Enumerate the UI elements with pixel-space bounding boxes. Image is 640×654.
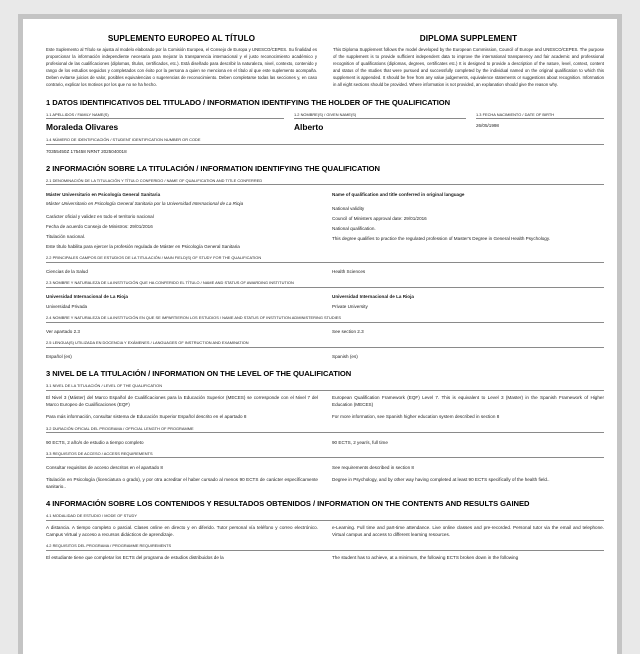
document-body (28, 24, 622, 654)
intro-spanish (46, 34, 317, 89)
section-1-names-row (46, 112, 604, 133)
given-name-value: Alberto (294, 122, 324, 133)
qualification-note-en-2: Council of Ministers approval date: 29/01/2016 (332, 216, 427, 222)
qualification-name-en: Name of qualification and title conferred in original language (332, 191, 465, 197)
intro-section (46, 34, 604, 89)
student-id-field (46, 137, 604, 155)
date-of-birth-value: 26/05/1998 (476, 123, 499, 129)
section-3-heading: 3 NIVEL DE LA TITULACIÓN / INFORMATION ON THE LEVEL OF THE QUALIFICATION (46, 369, 352, 379)
intro-body-spanish: Este Suplemento al Título se ajusta al modelo elaborado por la Comisión Europea, el Consejo de Europa y UNESCO/CEPES. Su finalidad es proporcionar la información independiente necesaria para mejorar la transparencia internacional y el justo reconocimiento académico y profesional de las cualificaciones (diplomas, títulos, certificados, etc.). Está diseñado para describir la naturaleza, nivel, contexto, contenido y rango de los estudios seguidos y completados con éxito por la persona a quien se menciona en el título al que este suplemento acompaña. Deben evitarse juicios de valor, posibles equivalencias o sugerencias de reconocimiento. Deben completarse todas las secciones y, en caso contrario, explicar los motivos por los que no se ha hecho. (46, 47, 317, 87)
family-name-field (46, 112, 284, 133)
field-2-2-row (46, 266, 604, 276)
student-id-label: 1.4 NÚMERO DE IDENTIFICACIÓN / STUDENT IDENTIFICATION NUMBER OR CODE (46, 137, 604, 145)
field-4-1-label: 4.1 MODALIDAD DE ESTUDIO / MODE OF STUDY (46, 513, 604, 521)
field-2-1-english (332, 188, 604, 250)
field-3-3-row (46, 461, 604, 471)
field-3-1-english: European Qualification Framework (EQF) Level 7. This is equivalent to Level 3 (Master) in the Spanish Framework of Higher Education (MECES) (332, 394, 604, 408)
field-2-5-english: Spanish (es) (332, 354, 358, 360)
field-3-1-row (46, 394, 604, 409)
date-of-birth-field (476, 112, 604, 133)
field-4-1 (46, 513, 604, 538)
field-4-2 (46, 543, 604, 561)
date-of-birth-label: 1.3 FECHA NACIMIENTO / DATE OF BIRTH (476, 112, 604, 120)
qualification-note-en-1: National validity (332, 206, 365, 212)
given-name-label: 1.2 NOMBRE(S) / GIVEN NAME(S) (294, 112, 466, 120)
section-4-heading: 4 INFORMACIÓN SOBRE LOS CONTENIDOS Y RESULTADOS OBTENIDOS / INFORMATION ON THE CONTENTS AND RESULTS GAINED (46, 499, 530, 509)
section-2-heading: 2 INFORMACIÓN SOBRE LA TITULACIÓN / INFORMATION IDENTIFYING THE QUALIFICATION (46, 163, 380, 173)
awarding-institution-status-es: Universidad Privada (46, 304, 88, 310)
given-name-field (294, 112, 466, 133)
qualification-full-es: Máster Universitario en Psicología General Sanitaria por la Universidad Internacional de La Rioja (46, 201, 244, 207)
awarding-institution-es: Universidad Internacional de La Rioja (46, 294, 128, 300)
field-4-2-spanish: El estudiante tiene que completar los ECTS del programa de estudios distribuidos de la (46, 554, 224, 560)
field-4-2-label: 4.2 REQUISITOS DEL PROGRAMA / PROGRAMME REQUIREMENTS (46, 543, 604, 551)
field-2-3-row (46, 291, 604, 310)
intro-title-english: DIPLOMA SUPPLEMENT (419, 34, 518, 43)
qualification-note-es-1: Carácter oficial y validez en todo el territorio nacional (46, 214, 154, 220)
field-3-2-label: 3.2 DURACIÓN OFICIAL DEL PROGRAMA / OFFICIAL LENGTH OF PROGRAMME (46, 426, 604, 434)
field-2-1-label: 2.1 DENOMINACIÓN DE LA TITULACIÓN Y TÍTULO CONFERIDO / NAME OF QUALIFICATION AND TITLE CONFERRED (46, 178, 604, 186)
field-3-2-spanish: 90 ECTS, 2 año/s de estudio a tiempo completo (46, 439, 144, 445)
field-2-3-english (332, 291, 604, 310)
field-2-4-spanish: Ver apartado 2.3 (46, 329, 80, 335)
field-2-3-label: 2.3 NOMBRE Y NATURALEZA DE LA INSTITUCIÓN QUE HA CONFERIDO EL TÍTULO / NAME AND STATUS OF AWARDING INSTITUTION (46, 280, 604, 288)
field-2-2-spanish: Ciencias de la Salud (46, 269, 88, 275)
field-3-1-spanish: El Nivel 3 (Máster) del Marco Español de Cualificaciones para la Educación Superior (MECES) se corresponde con el Nivel 7 del Marco Europeo de Cualificaciones (EQF) (46, 394, 318, 408)
field-2-3 (46, 280, 604, 310)
field-2-1-row (46, 188, 604, 250)
family-name-label: 1.1 APELLIDOS / FAMILY NAME(S) (46, 112, 284, 120)
field-3-1-label: 3.1 NIVEL DE LA TITULACIÓN / LEVEL OF THE QUALIFICATION (46, 383, 604, 391)
field-3-1-english-2: For more information, see Spanish higher education system described in section 8 (332, 414, 500, 420)
field-2-5 (46, 340, 604, 360)
field-2-3-spanish (46, 291, 318, 310)
field-2-5-spanish: Español (es) (46, 354, 72, 360)
qualification-note-es-4: Este título habilita para ejercer la profesión regulada de Máster en Psicología General Sanitaria (46, 243, 240, 249)
field-2-4-english: See section 2.3 (332, 329, 364, 335)
family-name-value: Moraleda Olivares (46, 122, 119, 133)
field-2-2-english: Health Sciences (332, 269, 366, 275)
field-2-5-label: 2.5 LENGUA(S) UTILIZADA EN DOCENCIA Y EXÁMENES / LANGUAGES OF INSTRUCTION AND EXAMINATION (46, 340, 604, 348)
field-3-3-row-2 (46, 476, 604, 491)
field-3-3 (46, 451, 604, 491)
qualification-note-en-4: This degree qualifies to practice the regulated profession of Master's Degree in General Health Psychology. (332, 236, 551, 242)
field-3-2-row (46, 436, 604, 446)
document-page (18, 14, 622, 654)
intro-body-english: This Diploma Supplement follows the model developed by the European Commission, Council of Europe and UNESCO/CEPES. The purpose of the supplement is to provide sufficient independent data to improve the international transparency and fair academic and professional recognition of qualifications (diplomas, degrees, certificates etc.) It is designed to provide a description of the nature, level, context, content and status of the studies that were pursued and successfully completed by the individual named on the original qualification to which this supplement is appended. It should be free from any value judgements, equivalence statements or suggestions about recognition. Information in all eight sections should be provided. Where information is not provided, an explanation should give the reason why. (333, 47, 604, 87)
field-3-1-spanish-2: Para más información, consultar sistema de Educación Superior Español descrito en el apartado 8 (46, 414, 247, 420)
field-4-1-spanish: A distancia. A tiempo completo o parcial. Clases online en directo y en diferido. Tutor personal vía teléfono y correo electrónico. Campus Virtual y acceso a recursos didácticos de aprendizaje. (46, 524, 318, 538)
field-4-1-row (46, 524, 604, 539)
section-1-heading: 1 DATOS IDENTIFICATIVOS DEL TITULADO / INFORMATION IDENTIFYING THE HOLDER OF THE QUALIFICATION (46, 97, 451, 107)
awarding-institution-status-en: Private University (332, 304, 368, 310)
field-3-3-spanish-2: Titulación en Psicología (licenciatura o grado), y por otra acreditar el haber cursado al menos 90 ECTS de carácter específicamente sanitario.. (46, 476, 318, 490)
field-2-4-label: 2.4 NOMBRE Y NATURALEZA DE LA INSTITUCIÓN EN QUE SE IMPARTIERON LOS ESTUDIOS / NAME AND STATUS OF INSTITUTION ADMINISTERING STUDIES (46, 315, 604, 323)
student-id-value: 70355450Z 175458 NRNT 2025040018 (46, 148, 127, 154)
field-2-2 (46, 255, 604, 275)
field-2-5-row (46, 351, 604, 361)
field-4-1-english: e-Learning. Full time and part-time attendance. Live online classes and pre-recorded. Personal tutor via the email and telephone. Virtual campus and access to different learning resources. (332, 524, 604, 538)
qualification-note-es-2: Fecha de acuerdo Consejo de Ministros: 29/01/2016 (46, 223, 153, 229)
field-3-2 (46, 426, 604, 446)
field-4-2-row (46, 554, 604, 561)
intro-title-spanish: SUPLEMENTO EUROPEO AL TÍTULO (107, 34, 256, 43)
field-3-1-row-2 (46, 413, 604, 420)
qualification-note-en-3: National qualification. (332, 226, 376, 232)
awarding-institution-en: Universidad Internacional de La Rioja (332, 294, 414, 300)
field-3-3-english: See requirements described in section 8 (332, 464, 414, 470)
field-3-3-english-2: Degree in Psychology, and by other way having completed at least 90 ECTS specifically of the health field.. (332, 476, 550, 482)
field-2-4 (46, 315, 604, 335)
qualification-note-es-3: Titulación nacional. (46, 233, 86, 239)
field-2-1 (46, 178, 604, 250)
field-3-3-label: 3.3 REQUISITOS DE ACCESO / ACCESS REQUIREMENTS (46, 451, 604, 459)
field-2-4-row (46, 326, 604, 336)
field-4-2-english: The student has to achieve, at a minimum, the following ECTS broken down in the following (332, 554, 519, 560)
field-3-3-spanish: Consultar requisitos de acceso descritos en el apartado 8 (46, 464, 163, 470)
field-2-2-label: 2.2 PRINCIPALES CAMPOS DE ESTUDIOS DE LA TITULACIÓN / MAIN FIELD(S) OF STUDY FOR THE QUALIFICATION (46, 255, 604, 263)
qualification-name-es: Máster Universitario en Psicología General Sanitaria (46, 191, 161, 197)
field-3-1 (46, 383, 604, 420)
field-3-2-english: 90 ECTS, 2 year/s, full time (332, 439, 388, 445)
intro-english (333, 34, 604, 89)
field-2-1-spanish (46, 188, 318, 250)
